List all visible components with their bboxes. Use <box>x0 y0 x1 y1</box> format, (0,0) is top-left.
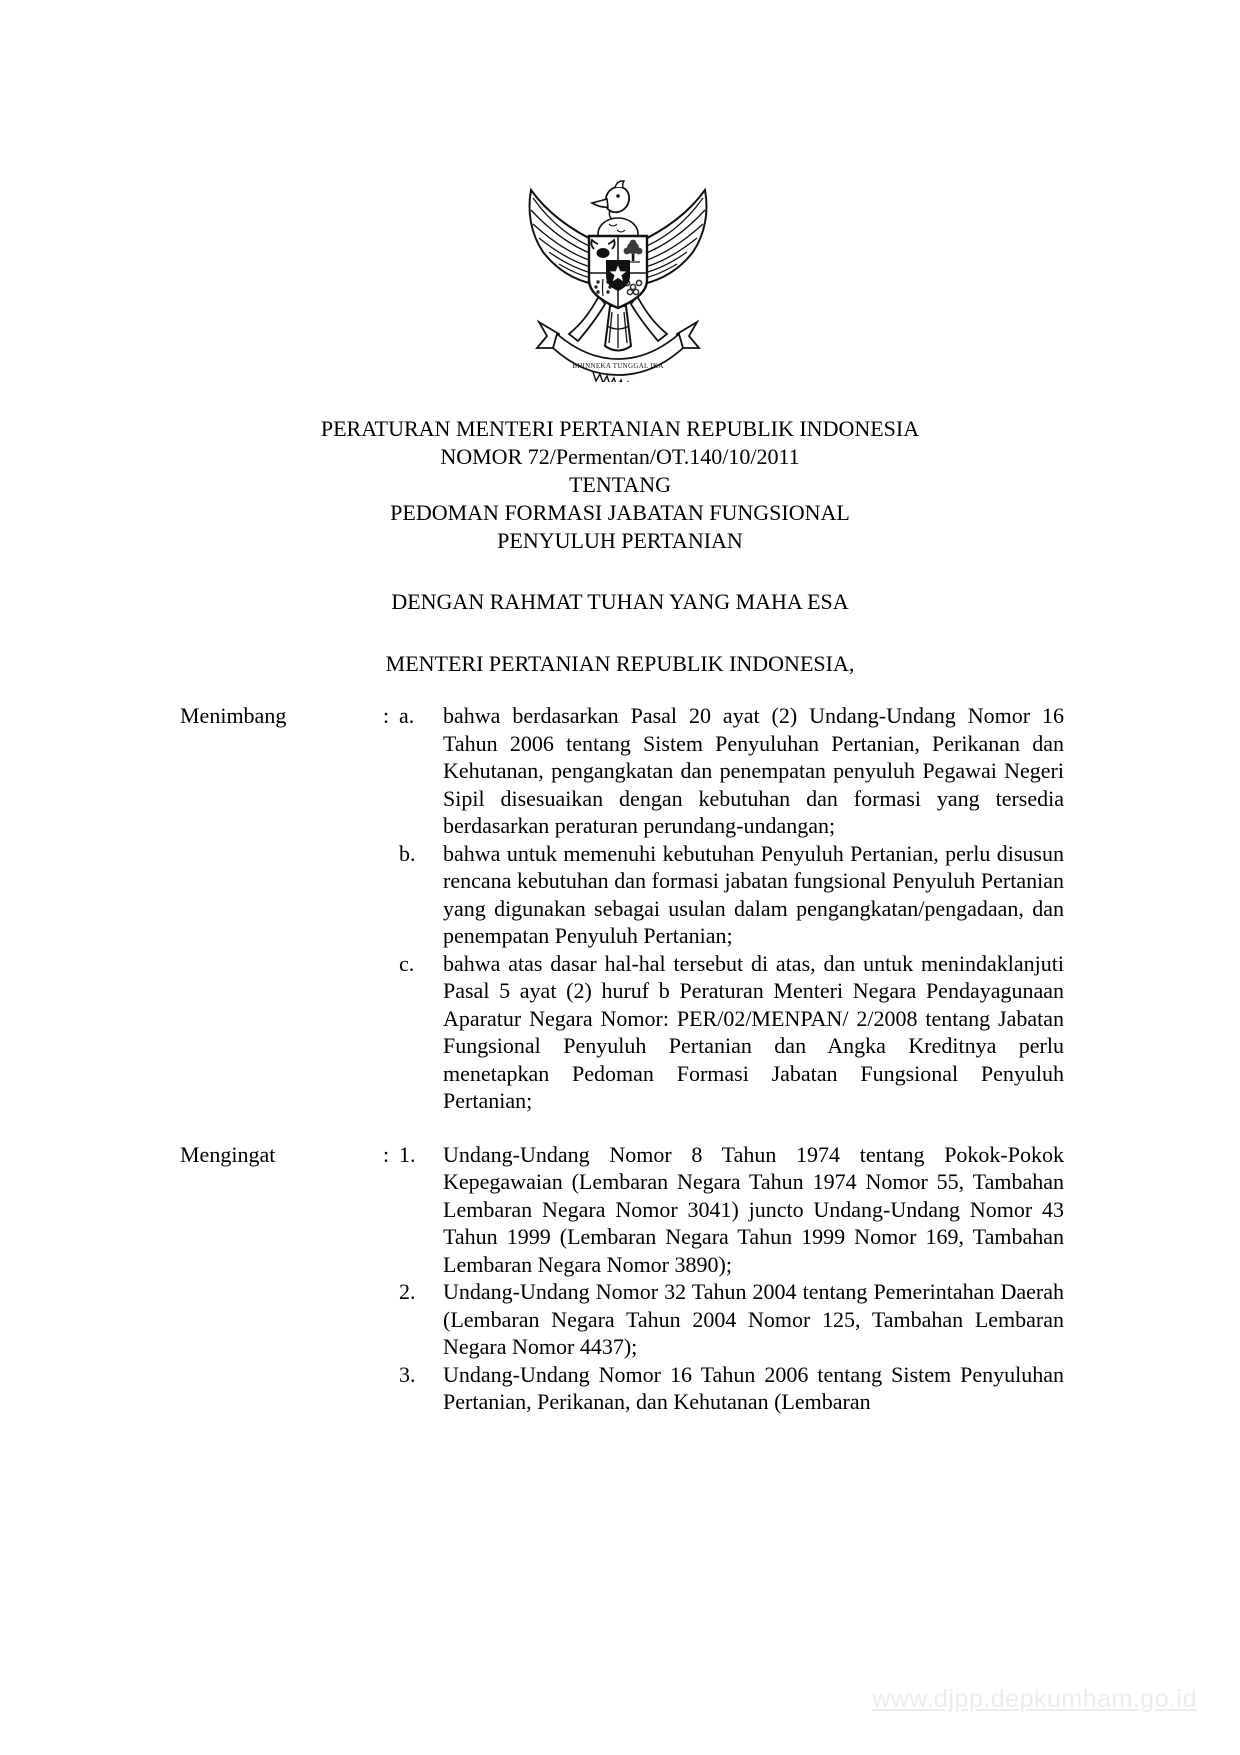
section-label: Menimbang <box>180 703 287 728</box>
clause-marker: b. <box>399 840 416 866</box>
section-items <box>399 702 1064 1115</box>
clause-marker: 1. <box>399 1141 416 1167</box>
section-mengingat <box>180 1141 1064 1416</box>
section-menimbang <box>180 702 1064 1115</box>
pancasila-shield <box>589 236 647 308</box>
title-line-5: PENYULUH PERTANIAN <box>497 528 743 553</box>
authority-line: MENTERI PERTANIAN REPUBLIK INDONESIA, <box>385 651 855 676</box>
clause-marker: a. <box>399 703 415 728</box>
clause-item <box>399 1278 1064 1361</box>
section-colon: : <box>383 1141 390 1167</box>
eagle-head <box>592 181 629 219</box>
clause-text: bahwa untuk memenuhi kebutuhan Penyuluh Pertanian, perlu disusun rencana kebutuhan dan formasi jabatan fungsional Penyuluh Pertanian yang digunakan sebagai usulan dalam pengangkatan/pengadaan, dan penempatan Penyuluh Pertanian; <box>443 840 1064 948</box>
title-line-1: PERATURAN MENTERI PERTANIAN REPUBLIK INDONESIA <box>320 416 920 441</box>
section-colon: : <box>383 703 390 728</box>
section-label: Mengingat <box>180 1141 276 1167</box>
title-line-2: NOMOR 72/Permentan/OT.140/10/2011 <box>440 444 800 469</box>
clause-text: Undang-Undang Nomor 16 Tahun 2006 tentang Sistem Penyuluhan Pertanian, Perikanan, dan Kehutanan (Lembaran <box>443 1361 1064 1414</box>
garuda-emblem-svg <box>523 176 713 382</box>
title-line-4: PEDOMAN FORMASI JABATAN FUNGSIONAL <box>390 500 850 525</box>
invocation-line: DENGAN RAHMAT TUHAN YANG MAHA ESA <box>391 589 849 614</box>
garuda-pancasila-emblem <box>523 176 713 382</box>
clause-item <box>399 702 1064 840</box>
banner-motto-text: BHINNEKA TUNGGAL IKA <box>572 362 664 370</box>
clause-text: Undang-Undang Nomor 32 Tahun 2004 tentang Pemerintahan Daerah (Lembaran Negara Tahun 2004 Nomor 125, Tambahan Lembaran Negara Nomor 4437); <box>443 1279 1064 1359</box>
clause-text: bahwa berdasarkan Pasal 20 ayat (2) Undang-Undang Nomor 16 Tahun 2006 tentang Sistem Penyuluhan Pertanian, Perikanan dan Kehutanan, pengangkatan dan penempatan penyuluh Pegawai Negeri Sipil disesuaikan dengan kebutuhan dan formasi yang tersedia berdasarkan peraturan perundang-undangan; <box>443 703 1064 838</box>
clause-text: Undang-Undang Nomor 8 Tahun 1974 tentang Pokok-Pokok Kepegawaian (Lembaran Negara Tahun 1974 Nomor 55, Tambahan Lembaran Negara Nomor 3041) juncto Undang-Undang Nomor 43 Tahun 1999 (Lembaran Negara Tahun 1999 Nomor 169, Tambahan Lembaran Negara Nomor 3890); <box>443 1141 1064 1277</box>
clause-item <box>399 1141 1064 1279</box>
clause-item <box>399 840 1064 950</box>
clause-marker: 3. <box>399 1361 416 1387</box>
clause-text: bahwa atas dasar hal-hal tersebut di atas, dan untuk menindaklanjuti Pasal 5 ayat (2) huruf b Peraturan Menteri Negara Pendayagunaan Aparatur Negara Nomor: PER/02/MENPAN/ 2/2008 tentang Jabatan Fungsional Penyuluh Pertanian dan Angka Kreditnya perlu menetapkan Pedoman Formasi Jabatan Fungsional Penyuluh Pertanian; <box>443 950 1064 1113</box>
clause-marker: c. <box>399 950 415 976</box>
title-line-3: TENTANG <box>568 472 672 497</box>
clause-item <box>399 950 1064 1115</box>
section-items <box>399 1141 1064 1416</box>
watermark-url: www.djpp.depkumham.go.id <box>872 1685 1197 1713</box>
clause-marker: 2. <box>399 1279 416 1304</box>
title-block <box>0 415 1240 555</box>
sections <box>180 702 1064 1416</box>
tail-feathers <box>605 306 631 351</box>
clause-item <box>399 1361 1064 1416</box>
